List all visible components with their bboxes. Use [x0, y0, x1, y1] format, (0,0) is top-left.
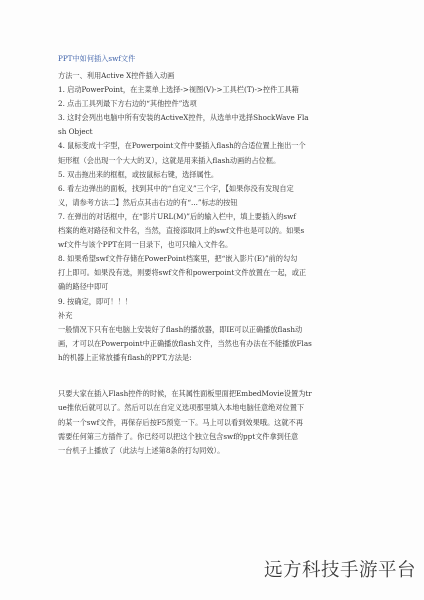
text-line: 的某一个swf文件，再保存后按F5预览一下。马上可以看到效果哦。这就不再	[58, 417, 303, 427]
text-line: 确的路径中即可	[58, 282, 109, 292]
text-line: 一台机子上播放了（此法与上述第8条的打勾同效）。	[58, 445, 225, 455]
text-line: 3. 这时会列出电脑中所有安装的ActiveX控件，从选单中选择ShockWave Fla	[58, 113, 309, 123]
text-line: 一般情况下只有在电脑上安装好了flash的播放器，即IE可以正确播放flash动	[58, 324, 303, 334]
section-heading: 补充	[58, 310, 73, 320]
text-line: 只要大家在插入Flash控件的时候，在其属性面板里面把EmbedMovie设置为tr	[58, 389, 312, 399]
text-line: 1. 启动PowerPoint，在主菜单上选择->视图(V)->工具栏(T)->控件工具箱	[58, 85, 299, 95]
text-line: 9. 按确定，即可！！！	[58, 296, 132, 306]
document-title: PPT中如何插入swf文件	[58, 54, 136, 63]
text-line: 2. 点击工具列最下方右边的“其他控件”选项	[58, 99, 197, 109]
watermark-text: 远方科技手游平台	[263, 560, 416, 581]
text-line: 需要任何第三方插件了。你已经可以把这个独立包含swf的ppt文件拿到任意	[58, 431, 299, 441]
text-line: 4. 鼠标变成十字型，在Powerpoint文件中要插入flash的合适位置上拖出一个	[58, 141, 306, 151]
text-line: 打上即可。如果没有选，则要将swf文件和powerpoint文件放置在一起，或正	[58, 268, 307, 278]
text-line: 7. 在弹出的对话框中，在“影片URL(M)”后的输入栏中，填上要插入的swf	[58, 211, 296, 221]
text-line: ue推依后就可以了。然后可以在自定义选项那里填入本地电脑任意绝对位置下	[58, 403, 305, 413]
text-line: 画，才可以在Powerpoint中正确播放flash文件，当然也有办法在不能播放Flas	[58, 338, 312, 348]
text-line: h的机器上正常放播有flash的PPT,方法是:	[58, 352, 192, 362]
text-line: 方法一、利用Active X控件插入动画	[58, 71, 175, 80]
text-line: 8. 如果希望swf文件存储在PowerPoint档案里，把“嵌入影片(E)”前的勾勾	[58, 254, 298, 264]
text-line: wf文件与该个PPT在同一目录下，也可只输入文件名。	[58, 240, 233, 250]
text-line: 档案的绝对路径和文件名，当然，直接添取同上的swf文件也是可以的。如果s	[58, 226, 305, 236]
document-body	[58, 54, 368, 459]
text-line: sh Object	[58, 127, 93, 137]
text-line: 义，请参考方法二】然后点其击右边的有“...”标志的按钮	[58, 197, 238, 207]
text-line: 5. 双击拖出来的框框，或按鼠标右键，选择属性。	[58, 169, 219, 179]
text-line: 矩形框（会出现一个大大的叉），这就是用来插入flash动画的占位框。	[58, 155, 281, 165]
text-line: 6. 看左边弹出的面板，找到其中的“自定义”三个字，【如果你没有发现自定	[58, 183, 294, 193]
